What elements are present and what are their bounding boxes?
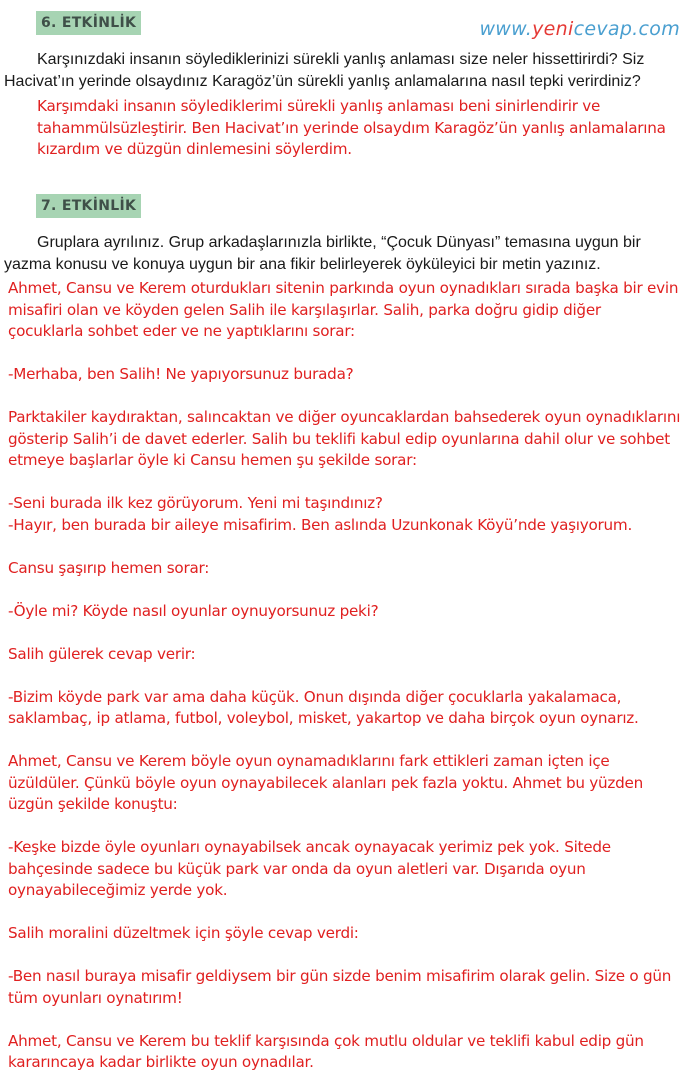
story-paragraph <box>8 558 680 580</box>
story-line: kararıncaya kadar birlikte oyun oynadılar. <box>8 1053 314 1071</box>
paragraph-gap <box>8 386 680 408</box>
paragraph-gap <box>8 945 680 967</box>
answer-line: tahammülsüzleştirir. Ben Hacivat’ın yerinde olsaydım Karagöz’ün yanlış anlamalarına <box>37 118 666 137</box>
story-line: -Seni burada ilk kez görüyorum. Yeni mi taşındınız? <box>8 494 383 512</box>
story-line: -Ben nasıl buraya misafir geldiysem bir gün sizde benim misafirim olarak gelin. Size o gün <box>8 967 672 985</box>
paragraph-gap <box>8 343 680 365</box>
story-paragraph <box>8 601 680 623</box>
story-paragraph <box>8 278 680 343</box>
story-paragraph <box>8 407 680 472</box>
section-7-title: 7. ETKİNLİK <box>36 194 141 218</box>
question-line: Gruplara ayrılınız. Grup arkadaşlarınızla birlikte, “Çocuk Dünyası” temasına uygun bir <box>37 234 641 251</box>
paragraph-gap <box>8 816 680 838</box>
story-paragraph <box>8 687 680 730</box>
story-line: Ahmet, Cansu ve Kerem bu teklif karşısında çok mutlu oldular ve teklifi kabul edip gün <box>8 1031 644 1050</box>
story-line: tüm oyunları oynatırım! <box>8 988 183 1007</box>
logo-cevap: cevap.com <box>573 18 680 40</box>
paragraph-gap <box>8 472 680 494</box>
section-7-answer <box>8 278 680 1074</box>
story-line: -Bizim köyde park var ama daha küçük. Onun dışında diğer çocuklarla yakalamaca, <box>8 687 622 706</box>
story-line: bahçesinde sadece bu küçük park var onda da oyun aletleri var. Dışarıda oyun <box>8 859 586 878</box>
story-line: üzüldüler. Çünkü böyle oyun oynayabilecek alanları pek fazla yoktu. Ahmet bu yüzden <box>8 773 643 792</box>
story-line: Salih moralini düzeltmek için şöyle cevap verdi: <box>8 924 359 942</box>
story-line: Salih gülerek cevap verir: <box>8 644 196 663</box>
story-line: -Öyle mi? Köyde nasıl oyunlar oynuyorsunuz peki? <box>8 601 379 620</box>
section-6-title: 6. ETKİNLİK <box>36 11 141 35</box>
story-line: Ahmet, Cansu ve Kerem oturdukları sitenin parkında oyun oynadıkları sırada başka bir evin <box>8 279 679 297</box>
story-line: misafiri olan ve köyden gelen Salih ile karşılaşırlar. Salih, parka doğru gidip diğer <box>8 300 601 319</box>
logo-www: www. <box>479 18 533 40</box>
story-paragraph <box>8 493 680 536</box>
story-paragraph <box>8 1031 680 1074</box>
story-line: -Hayır, ben burada bir aileye misafirim. Ben aslında Uzunkonak Köyü’nde yaşıyorum. <box>8 515 633 534</box>
story-paragraph <box>8 837 680 902</box>
story-paragraph <box>8 923 680 945</box>
section-6-answer <box>37 96 666 161</box>
paragraph-gap <box>8 665 680 687</box>
story-paragraph <box>8 966 680 1009</box>
question-line: yazma konusu ve konuya uygun bir ana fikir belirleyerek öyküleyici bir metin yazınız. <box>4 256 601 273</box>
question-line: Karşınızdaki insanın söylediklerinizi sürekli yanlış anlaması size neler hissettirirdi? Siz <box>37 51 645 68</box>
story-line: -Merhaba, ben Salih! Ne yapıyorsunuz burada? <box>8 365 354 383</box>
paragraph-gap <box>8 536 680 558</box>
story-line: Cansu şaşırıp hemen sorar: <box>8 558 210 577</box>
story-paragraph <box>8 364 680 386</box>
paragraph-gap <box>8 1009 680 1031</box>
story-line: üzgün şekilde konuştu: <box>8 795 178 813</box>
section-7-question <box>4 232 688 276</box>
story-line: Ahmet, Cansu ve Kerem böyle oyun oynamadıklarını fark ettikleri zaman içten içe <box>8 752 610 770</box>
logo-yeni: yeni <box>532 18 574 40</box>
paragraph-gap <box>8 730 680 752</box>
question-line: Hacivat’ın yerinde olsaydınız Karagöz’ün sürekli yanlış anlamalarına nasıl tepki verirdiniz? <box>4 73 641 90</box>
story-paragraph <box>8 751 680 816</box>
story-line: -Keşke bizde öyle oyunları oynayabilsek ancak oynayacak yerimiz pek yok. Sitede <box>8 838 611 856</box>
site-logo[interactable] <box>479 18 680 40</box>
section-6-question <box>4 49 688 93</box>
story-line: gösterip Salih’i de davet ederler. Salih bu teklifi kabul edip oyunlarına dahil olur ve sohbet <box>8 429 670 448</box>
paragraph-gap <box>8 579 680 601</box>
story-line: etmeye başlarlar öyle ki Cansu hemen şu şekilde sorar: <box>8 451 417 469</box>
story-line: oynayabileceğimiz yerde yok. <box>8 881 228 899</box>
story-line: çocuklarla sohbet eder ve ne yaptıklarını sorar: <box>8 322 355 340</box>
story-paragraph <box>8 644 680 666</box>
paragraph-gap <box>8 622 680 644</box>
story-line: saklambaç, ip atlama, futbol, voleybol, misket, yakartop ve daha birçok oyun oynarız. <box>8 709 639 727</box>
answer-line: kızardım ve düzgün dinlemesini söylerdim. <box>37 140 352 158</box>
story-line: Parktakiler kaydıraktan, salıncaktan ve diğer oyuncaklardan bahsederek oyun oynadıklarını <box>8 408 681 426</box>
paragraph-gap <box>8 902 680 924</box>
answer-line: Karşımdaki insanın söylediklerimi sürekli yanlış anlaması beni sinirlendirir ve <box>37 97 601 115</box>
